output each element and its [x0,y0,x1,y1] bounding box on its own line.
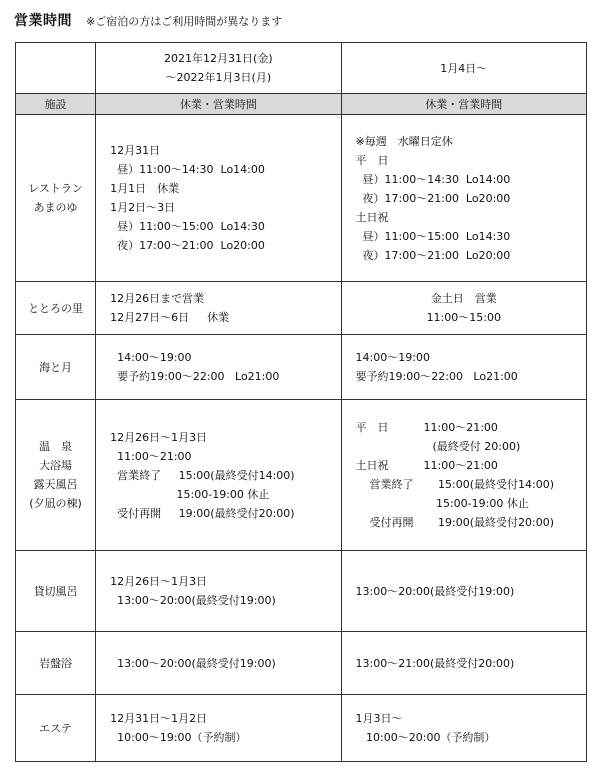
hours-a-cell [96,551,341,632]
hours-a-cell [96,632,341,695]
empty-corner-cell [16,43,96,94]
hours-line: 15:00-19:00 休止 [355,497,529,510]
hours-line: 12月26日～1月3日 [110,575,208,588]
hours-line: 12月26日～1月3日 [110,430,208,444]
hours-line: 営業終了 15:00(最終受付14:00) [110,468,295,482]
hours-b-cell [341,282,586,335]
hours-line: 14:00～19:00 [355,351,430,364]
page-header [14,10,282,30]
hours-line: 受付再開 19:00(最終受付20:00) [355,516,554,529]
hours-line: 土日祝 11:00～21:00 [355,459,498,472]
facility-cell [16,115,96,282]
hours-b-cell [341,632,586,695]
hours-line: 昼）11:00～15:00 Lo14:30 [110,220,265,233]
hours-line: 受付再開 19:00(最終受付20:00) [110,506,295,520]
hours-a-cell [96,695,341,762]
hours-line: 平 日 11:00～21:00 [355,421,498,434]
hours-line: 12月27日～6日 休業 [110,311,230,324]
hours-b-cell [341,551,586,632]
row-umi-to-tsuki [16,335,587,400]
hours-a-cell [96,400,341,551]
hours-a-cell [96,335,341,400]
facility-header: 施設 [16,94,96,115]
row-ganbanyoku [16,632,587,695]
period-a-line: 2021年12月31日(金) [164,52,273,65]
facility-name-line: (夕凪の棟) [29,497,82,510]
facility-name-line: 温 泉 [39,440,73,453]
hours-line: 13:00～20:00(最終受付19:00) [355,584,515,598]
hours-line: 営業終了 15:00(最終受付14:00) [355,478,554,491]
hours-a-cell [96,115,341,282]
hours-line: 1月3日～ [355,712,403,725]
facility-cell: エステ [16,695,96,762]
hours-line: 平 日 [355,153,389,167]
hours-line: 13:00～20:00(最終受付19:00) [110,656,276,670]
facility-name-line: 露天風呂 [33,478,78,491]
hours-line: 13:00～20:00(最終受付19:00) [110,594,276,607]
column-header-row [16,94,587,115]
hours-line: ※毎週 水曜日定休 [355,134,453,148]
hours-line: 10:00～20:00（予約制） [355,731,496,744]
hours-line: 昼）11:00～14:30 Lo14:00 [110,163,265,176]
hours-line: (最終受付 20:00) [355,440,521,453]
hours-line: 昼）11:00～15:00 Lo14:30 [355,229,511,243]
hours-a-cell [96,282,341,335]
hours-line: 要予約19:00～22:00 Lo21:00 [355,370,518,383]
hours-table [15,42,587,762]
hours-line: 12月31日～1月2日 [110,712,208,725]
hours-line: 夜）17:00～21:00 Lo20:00 [355,248,511,262]
hours-line: 要予約19:00～22:00 Lo21:00 [110,370,280,383]
row-esthetic [16,695,587,762]
hours-line: 12月26日まで営業 [110,292,205,305]
guest-note: ※ご宿泊の方はご利用時間が異なります [86,15,283,28]
hours-line: 夜）17:00～21:00 Lo20:00 [355,191,511,205]
hours-b-header: 休業・営業時間 [341,94,586,115]
hours-line: 金土日 営業 [430,292,497,305]
facility-cell: 海と月 [16,335,96,400]
hours-b-cell [341,400,586,551]
hours-line: 11:00～21:00 [110,449,192,463]
hours-line: 土日祝 [355,210,389,224]
period-a-line: ～2022年1月3日(月) [165,71,272,84]
row-restaurant [16,115,587,282]
hours-line: 夜）17:00～21:00 Lo20:00 [110,239,265,252]
hours-line: 14:00～19:00 [110,351,192,364]
hours-a-header: 休業・営業時間 [96,94,341,115]
hours-line: 13:00～21:00(最終受付20:00) [355,656,515,670]
facility-cell: ととろの里 [16,282,96,335]
row-totoro [16,282,587,335]
facility-cell: 貸切風呂 [16,551,96,632]
hours-line: 12月31日 [110,144,161,157]
facility-cell [16,400,96,551]
period-row [16,43,587,94]
hours-b-cell [341,115,586,282]
hours-b-cell [341,695,586,762]
period-b-cell: 1月4日～ [341,43,586,94]
facility-cell: 岩盤浴 [16,632,96,695]
period-a-cell [96,43,341,94]
page-title: 営業時間 [14,13,72,29]
facility-name-line: レストラン [28,182,83,195]
hours-line: 1月2日～3日 [110,201,176,214]
row-onsen [16,400,587,551]
hours-line: 昼）11:00～14:30 Lo14:00 [355,172,511,186]
facility-name-line: あまのゆ [33,201,78,214]
hours-line: 15:00-19:00 休止 [110,487,270,501]
hours-line: 10:00～19:00（予約制） [110,731,247,744]
hours-line: 11:00～15:00 [426,311,501,324]
facility-name-line: 大浴場 [39,459,73,472]
hours-b-cell [341,335,586,400]
hours-line: 1月1日 休業 [110,182,180,195]
row-private-bath [16,551,587,632]
